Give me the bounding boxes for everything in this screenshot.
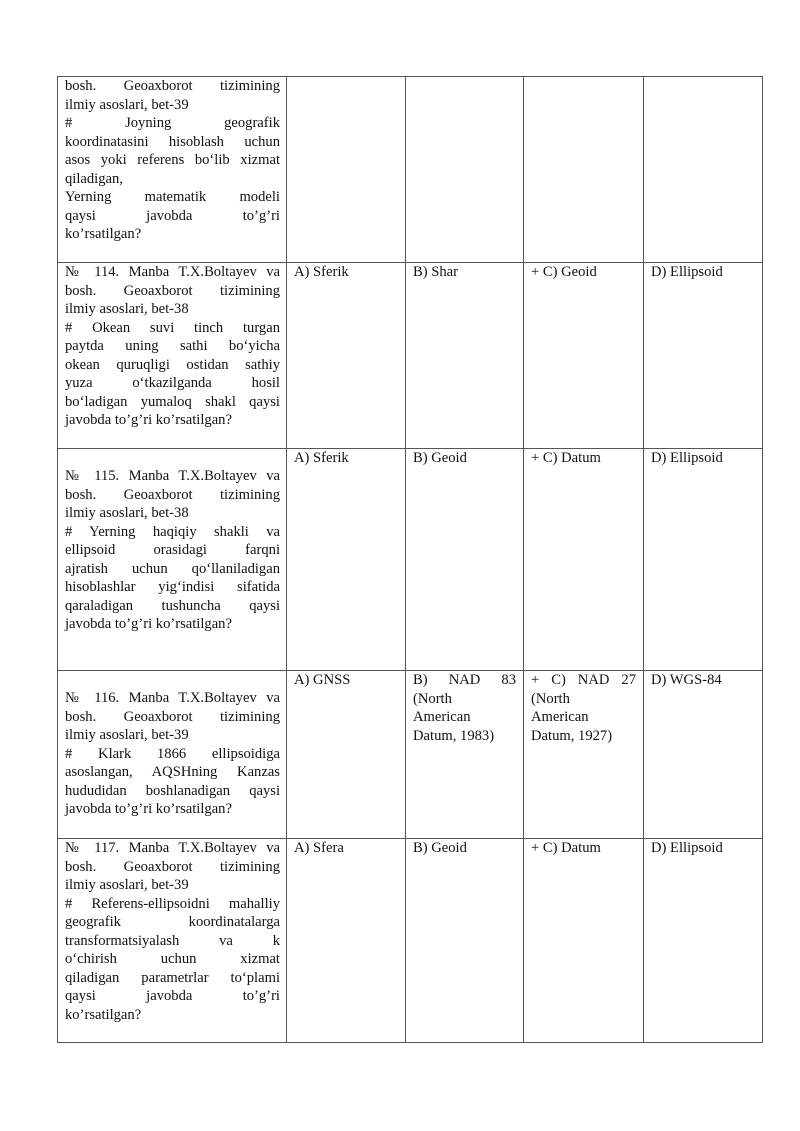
question-line: Yerning matematik modeli	[65, 189, 280, 205]
answer-c-cell	[524, 263, 644, 449]
answer-a-cell	[287, 449, 406, 671]
answer-option-b: B) Shar	[413, 264, 458, 280]
question-line: o‘chirish uchun xizmat	[65, 951, 280, 967]
question-line: № 115. Manba T.X.Boltayev va	[65, 468, 280, 484]
question-line: bosh. Geoaxborot tizimining	[65, 708, 280, 725]
question-line: bosh. Geoaxborot tizimining	[65, 858, 280, 875]
answer-b-cell	[406, 671, 524, 839]
answer-option-a: A) Sferik	[294, 264, 349, 280]
answer-option-d: D) WGS-84	[651, 672, 722, 688]
answer-b-cell	[406, 839, 524, 1043]
answer-a-cell	[287, 671, 406, 839]
question-line: qiladigan parametrlar to‘plami	[65, 969, 280, 986]
answer-option-c-line: (North	[531, 690, 570, 707]
answer-c-cell	[524, 449, 644, 671]
question-line: ko’rsatilgan?	[65, 226, 142, 242]
answer-option-b-line: (North	[413, 690, 452, 707]
question-line: geografik koordinatalarga	[65, 914, 280, 930]
question-line: ilmiy asoslari, bet-39	[65, 96, 189, 113]
answer-option-c: + C) Datum	[531, 840, 601, 856]
answer-c-cell	[524, 839, 644, 1043]
answer-option-c: + C) Geoid	[531, 264, 597, 280]
question-line: ko’rsatilgan?	[65, 1006, 142, 1023]
question-line: koordinatasini hisoblash uchun	[65, 133, 280, 150]
answer-option-d: D) Ellipsoid	[651, 264, 723, 280]
question-line: hududidan boshlanadigan qaysi	[65, 782, 280, 799]
question-line: ilmiy asoslari, bet-38	[65, 301, 189, 317]
question-line: javobda to’g’ri ko’rsatilgan?	[65, 801, 232, 817]
question-line: № 116. Manba T.X.Boltayev va	[65, 690, 280, 706]
answer-option-c: + C) Datum	[531, 450, 601, 466]
table-row	[58, 449, 763, 671]
table-row	[58, 671, 763, 839]
answer-a-cell	[287, 77, 406, 263]
question-cell	[58, 449, 287, 671]
table-row	[58, 263, 763, 449]
question-cell	[58, 671, 287, 839]
question-cell	[58, 263, 287, 449]
answer-option-c-line: American	[531, 709, 589, 725]
answer-option-c: + C) NAD 27	[531, 672, 636, 688]
answer-a-cell	[287, 839, 406, 1043]
question-line: # Okean suvi tinch turgan	[65, 319, 280, 336]
question-line: hisoblashlar yig‘indisi sifatida	[65, 579, 280, 595]
question-line: paytda uning sathi bo‘yicha	[65, 338, 280, 354]
question-line: javobda to’g’ri ko’rsatilgan?	[65, 412, 232, 428]
answer-option-a: A) Sfera	[294, 840, 344, 856]
question-line: bosh. Geoaxborot tizimining	[65, 78, 280, 94]
question-line: asos yoki referens bo‘lib xizmat	[65, 152, 280, 168]
answer-d-cell	[644, 449, 763, 671]
question-line: ilmiy asoslari, bet-38	[65, 505, 189, 521]
answer-b-cell	[406, 263, 524, 449]
table-row	[58, 839, 763, 1043]
question-line: bosh. Geoaxborot tizimining	[65, 486, 280, 503]
question-line: # Referens-ellipsoidni mahalliy	[65, 895, 280, 912]
answer-b-cell	[406, 449, 524, 671]
question-line: ellipsoid orasidagi farqni	[65, 542, 280, 558]
answer-option-d: D) Ellipsoid	[651, 840, 723, 856]
question-line: transformatsiyalash va k	[65, 932, 280, 949]
question-line: javobda to’g’ri ko’rsatilgan?	[65, 616, 232, 632]
answer-option-b: B) NAD 83	[413, 672, 516, 688]
answer-option-b-line: American	[413, 709, 471, 725]
answer-option-b-line: Datum, 1983)	[413, 727, 495, 744]
question-cell	[58, 77, 287, 263]
question-line: ilmiy asoslari, bet-39	[65, 727, 189, 743]
answer-a-cell	[287, 263, 406, 449]
question-line: № 114. Manba T.X.Boltayev va	[65, 264, 280, 280]
answer-option-c-line: Datum, 1927)	[531, 727, 613, 744]
question-line: asoslangan, AQSHning Kanzas	[65, 764, 280, 780]
question-line: bosh. Geoaxborot tizimining	[65, 282, 280, 299]
question-line: qaysi javobda to’g’ri	[65, 207, 280, 224]
answer-d-cell	[644, 263, 763, 449]
answer-d-cell	[644, 77, 763, 263]
answer-c-cell	[524, 671, 644, 839]
question-line: qaraladigan tushuncha qaysi	[65, 597, 280, 614]
question-line: bo‘ladigan yumaloq shakl qaysi	[65, 393, 280, 410]
question-line: # Yerning haqiqiy shakli va	[65, 523, 280, 540]
question-line: № 117. Manba T.X.Boltayev va	[65, 840, 280, 856]
answer-d-cell	[644, 839, 763, 1043]
question-line: ilmiy asoslari, bet-39	[65, 877, 189, 893]
questions-table	[57, 76, 763, 1043]
question-line: ajratish uchun qo‘llaniladigan	[65, 560, 280, 577]
answer-option-b: B) Geoid	[413, 450, 467, 466]
question-line: # Joyning geografik	[65, 115, 280, 131]
answer-option-a: A) GNSS	[294, 672, 351, 688]
question-line: qaysi javobda to’g’ri	[65, 988, 280, 1004]
question-cell	[58, 839, 287, 1043]
question-line: qiladigan,	[65, 170, 123, 187]
answer-c-cell	[524, 77, 644, 263]
question-line: okean quruqligi ostidan sathiy	[65, 356, 280, 373]
answer-b-cell	[406, 77, 524, 263]
answer-option-a: A) Sferik	[294, 450, 349, 466]
answer-d-cell	[644, 671, 763, 839]
question-line: # Klark 1866 ellipsoidiga	[65, 745, 280, 762]
question-line: yuza o‘tkazilganda hosil	[65, 375, 280, 391]
table-row	[58, 77, 763, 263]
answer-option-b: B) Geoid	[413, 840, 467, 856]
answer-option-d: D) Ellipsoid	[651, 450, 723, 466]
